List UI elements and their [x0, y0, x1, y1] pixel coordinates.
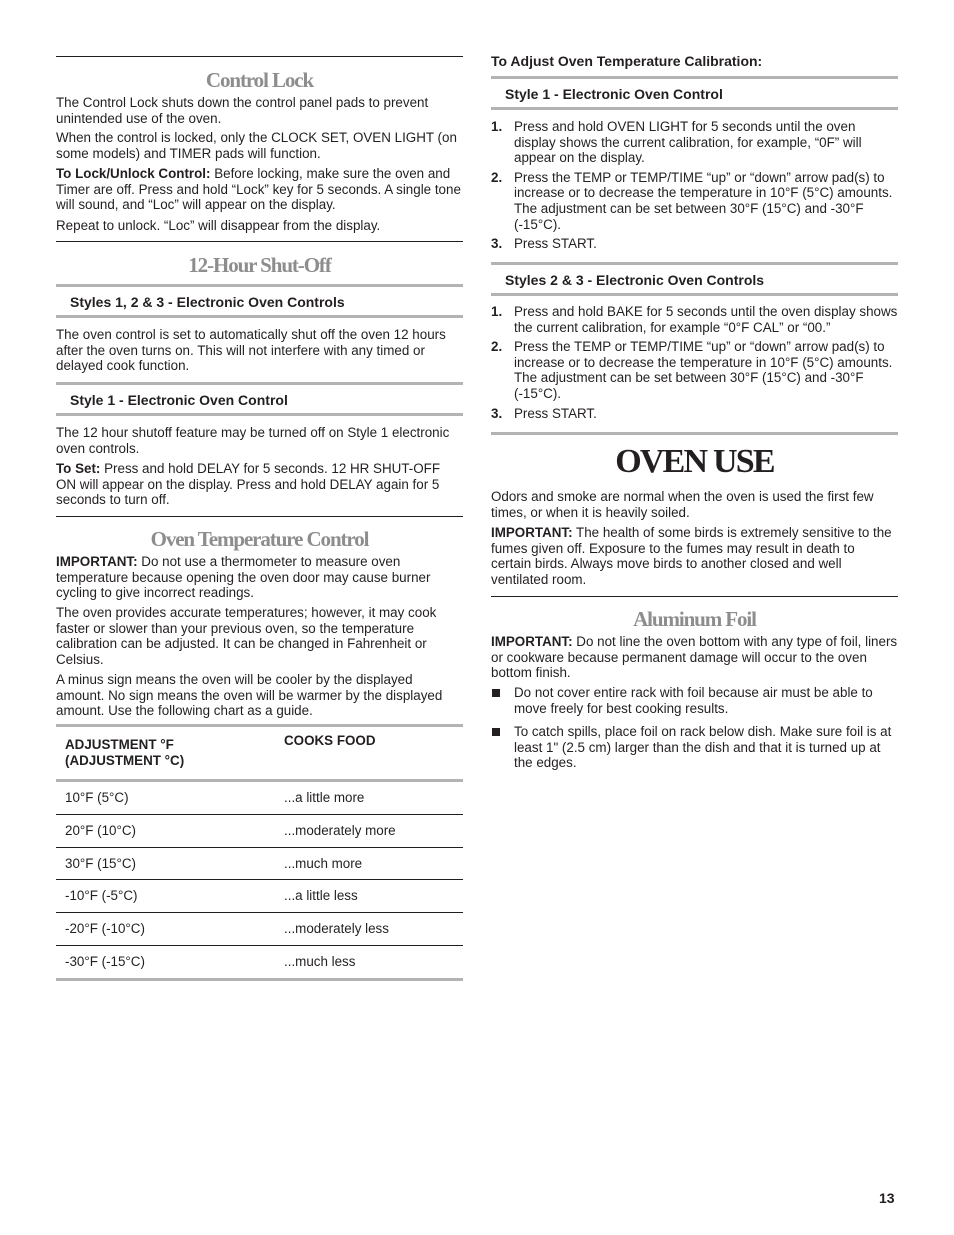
calibration-explanation: The oven provides accurate temperatures; however, it may cook faster or slower than your previous oven, so the temperature calibration can be adjusted. It can be changed in Fahrenheit or Celsius. [56, 605, 437, 667]
cooks-food-cell: ...moderately less [275, 913, 463, 946]
calibration-style1-subheading: Style 1 - Electronic Oven Control [505, 86, 723, 102]
bullet-text: Do not cover entire rack with foil because air must be able to move freely for best cooking results. [514, 685, 873, 716]
table-row [56, 847, 463, 880]
subheading-rule [56, 284, 463, 287]
bullet-square-icon [492, 728, 500, 736]
style1-steps-list [491, 119, 898, 252]
bullet-item [491, 724, 898, 771]
adjustment-cell: 10°F (5°C) [56, 781, 275, 815]
step-item [491, 339, 898, 401]
bullet-text: To catch spills, place foil on rack below dish. Make sure foil is at least 1" (2.5 cm) larger than the dish and that it is turned up at the edges. [514, 724, 892, 771]
important-label: IMPORTANT: [491, 525, 573, 540]
step-text: Press the TEMP or TEMP/TIME “up” or “down” arrow pad(s) to increase or to decrease the temperature in 10°F (5°C) amounts. The adjustment can be set between 30°F (15°C) and -30°F (-15°C). [514, 169, 893, 232]
step-item [491, 304, 898, 335]
step-number: 1. [491, 119, 503, 134]
section-divider [56, 516, 463, 517]
shutoff-heading: 12-Hour Shut-Off [188, 253, 331, 277]
cooks-food-cell: ...much more [275, 847, 463, 880]
step-number: 3. [491, 405, 503, 421]
subheading-rule [56, 315, 463, 318]
step-text: Press the TEMP or TEMP/TIME “up” or “down” arrow pad(s) to increase or to decrease the temperature in 10°F (5°C) amounts. The adjustment can be set between 30°F (15°C) and -30°F (-15°C). [514, 339, 893, 401]
adjustment-cell: -20°F (-10°C) [56, 913, 275, 946]
page-number: 13 [879, 1190, 895, 1206]
step-text: Press and hold BAKE for 5 seconds until the oven display shows the current calibration, for example “0°F CAL” or “00.” [514, 304, 898, 335]
adjustment-cell: -30°F (-15°C) [56, 945, 275, 979]
control-lock-intro: The Control Lock shuts down the control panel pads to prevent unintended use of the oven. [56, 95, 429, 126]
section-rule [491, 432, 898, 435]
birds-warning [491, 525, 898, 587]
cooks-food-cell: ...moderately more [275, 814, 463, 847]
table-header-cooks-food: COOKS FOOD [275, 727, 463, 781]
step-number: 1. [491, 304, 503, 319]
adjustment-cell: 30°F (15°C) [56, 847, 275, 880]
lock-unlock-text: Before locking, make sure the oven and Timer are off. Press and hold “Lock” key for 5 seconds. A single tone will sound, and “Loc” will appear on the display. [56, 166, 461, 213]
important-label: IMPORTANT: [491, 634, 573, 649]
section-divider [56, 241, 463, 242]
to-set-text: Press and hold DELAY for 5 seconds. 12 HR SHUT-OFF ON will appear on the display. Press and hold DELAY again for 5 seconds to turn off. [56, 461, 441, 508]
cooks-food-cell: ...a little less [275, 880, 463, 913]
table-header-row [56, 727, 463, 781]
foil-warning-text: Do not line the oven bottom with any type of foil, liners or cookware because permanent damage will occur to the oven bottom finish. [491, 634, 898, 681]
step-text: Press START. [514, 236, 597, 252]
control-lock-heading: Control Lock [205, 68, 314, 92]
table-row [56, 945, 463, 979]
shutoff-style1-subheading: Style 1 - Electronic Oven Control [70, 392, 288, 408]
step-number: 2. [491, 169, 503, 185]
subheading-rule [491, 76, 898, 79]
section-divider [56, 56, 463, 57]
shutoff-description: The oven control is set to automatically shut off the oven 12 hours after the oven turns on. This will not interfere with any timed or delayed cook function. [56, 327, 446, 374]
to-set-label: To Set: [56, 461, 101, 476]
cooks-food-cell: ...much less [275, 945, 463, 979]
subheading-rule [56, 413, 463, 416]
foil-warning [491, 634, 898, 681]
temp-control-heading: Oven Temperature Control [150, 527, 369, 551]
cooks-food-cell: ...a little more [275, 781, 463, 815]
control-lock-pads-note: When the control is locked, only the CLOCK SET, OVEN LIGHT (on some models) and TIMER pads will function. [56, 130, 457, 161]
step-text: Press START. [514, 405, 597, 421]
table-row [56, 880, 463, 913]
to-set-instructions [56, 461, 463, 508]
adjustment-table [56, 727, 463, 981]
aluminum-foil-heading: Aluminum Foil [633, 607, 756, 631]
subheading-rule [56, 382, 463, 385]
step-item [491, 236, 898, 252]
calibration-title: To Adjust Oven Temperature Calibration: [491, 53, 763, 69]
oven-use-heading: OVEN USE [615, 443, 774, 480]
subheading-rule [491, 262, 898, 265]
step-number: 2. [491, 339, 503, 355]
calibration-style23-subheading: Styles 2 & 3 - Electronic Oven Controls [505, 272, 765, 288]
step-item [491, 119, 898, 166]
odors-note: Odors and smoke are normal when the oven is used the first few times, or when it is heavily soiled. [491, 489, 874, 520]
shutoff-style1-note: The 12 hour shutoff feature may be turned off on Style 1 electronic oven controls. [56, 425, 450, 456]
unlock-note: Repeat to unlock. “Loc” will disappear from the display. [56, 218, 381, 233]
header-adjustment-f: ADJUSTMENT °F [65, 737, 174, 753]
bullet-square-icon [492, 689, 500, 697]
step-item [491, 170, 898, 232]
section-divider [491, 596, 898, 597]
shutoff-styles-subheading: Styles 1, 2 & 3 - Electronic Oven Controls [70, 294, 345, 310]
adjustment-cell: 20°F (10°C) [56, 814, 275, 847]
subheading-rule [491, 293, 898, 296]
step-number: 3. [491, 236, 503, 252]
minus-sign-explanation: A minus sign means the oven will be cooler by the displayed amount. No sign means the oven will be warmer by the displayed amount. Use the following chart as a guide. [56, 672, 443, 719]
foil-bullet-list [491, 685, 898, 771]
bullet-item [491, 685, 898, 716]
adjustment-cell: -10°F (-5°C) [56, 880, 275, 913]
table-header-adjustment [56, 727, 275, 781]
thermometer-warning-text: Do not use a thermometer to measure oven temperature because opening the oven door may cause burner cycling to give incorrect readings. [56, 554, 431, 601]
table-row [56, 781, 463, 815]
table-row [56, 814, 463, 847]
lock-unlock-label: To Lock/Unlock Control: [56, 166, 211, 181]
step-text: Press and hold OVEN LIGHT for 5 seconds until the oven display shows the current calibration, for example, “0F” will appear on the display. [514, 119, 862, 166]
birds-warning-text: The health of some birds is extremely sensitive to the fumes given off. Exposure to the fumes may result in death to certain birds. Always move birds to another closed and well ventilated room. [491, 525, 892, 587]
header-adjustment-c: (ADJUSTMENT °C) [65, 753, 185, 768]
style23-steps-list [491, 304, 898, 421]
subheading-rule [491, 107, 898, 110]
table-row [56, 913, 463, 946]
step-item [491, 406, 898, 422]
thermometer-warning [56, 554, 463, 601]
important-label: IMPORTANT: [56, 554, 138, 569]
lock-unlock-instructions [56, 166, 463, 213]
